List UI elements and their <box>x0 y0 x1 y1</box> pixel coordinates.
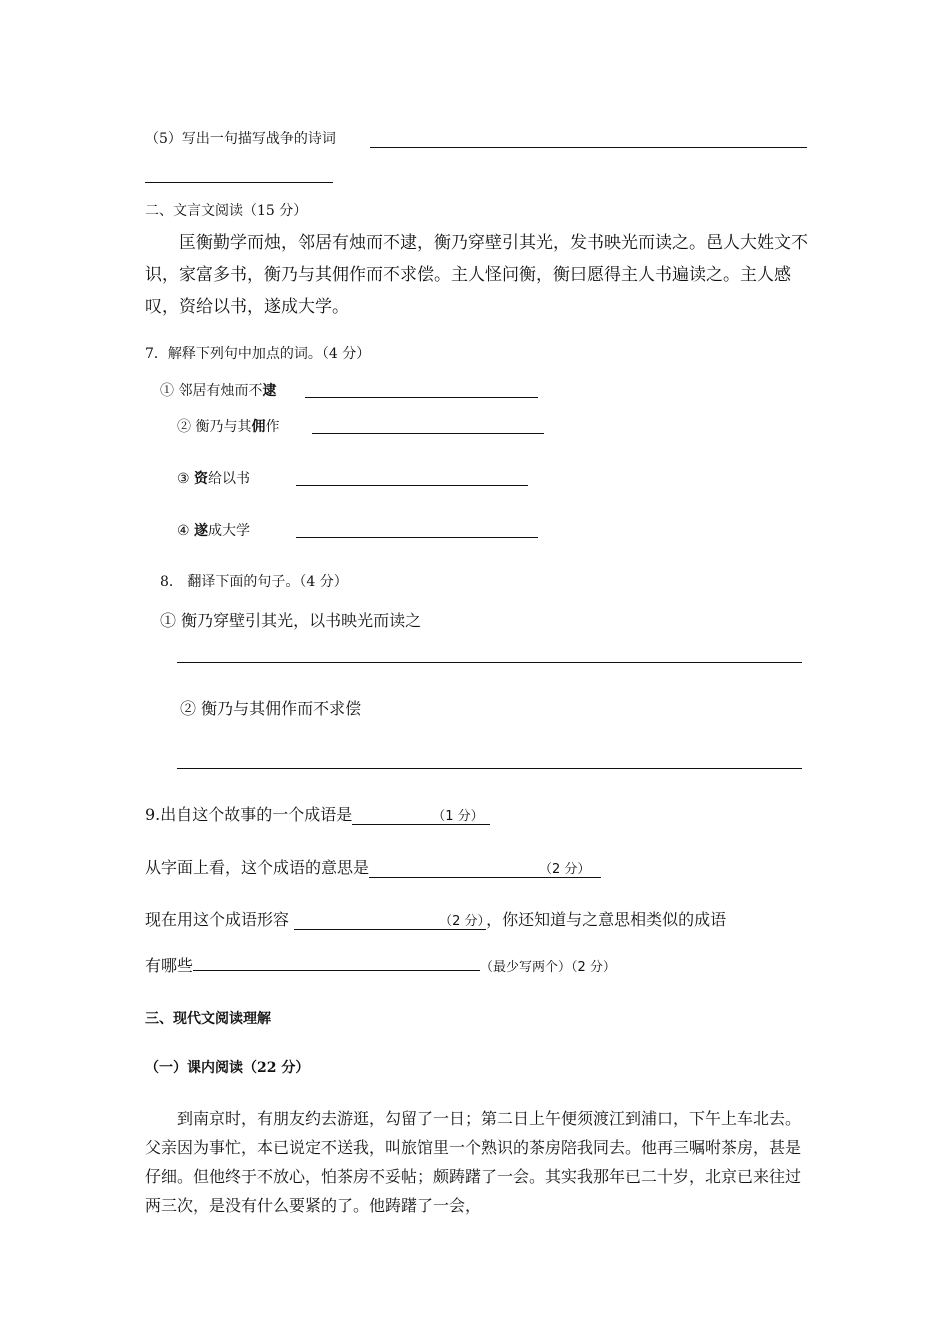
q9-line-4: 有哪些 （最少写两个）（2 分） <box>145 956 616 975</box>
dotted-word: 逮 <box>262 383 277 399</box>
classical-passage: 匡衡勤学而烛，邻居有烛而不逮，衡乃穿壁引其光，发书映光而读之。邑人大姓文不识，家富多书，衡乃与其佣作而不求偿。主人怪问衡，衡曰愿得主人书遍读之。主人感叹，资给以书，遂成大学。 <box>145 233 808 317</box>
q7-item-4: ④ 遂成大学 <box>177 523 251 539</box>
q7-item-1: ① 邻居有烛而不逮 <box>160 383 277 399</box>
q5-answer-line-1[interactable] <box>370 147 807 148</box>
dotted-word: 遂 <box>194 523 209 539</box>
q7-answer-line-4[interactable] <box>296 537 538 538</box>
section3-title: 三、现代文阅读理解 <box>145 1011 271 1027</box>
q7-item-3: ③ 资给以书 <box>177 471 251 487</box>
q9-line-3: 现在用这个成语形容 （2 分），你还知道与之意思相类似的成语 <box>145 910 727 929</box>
dotted-word: 佣 <box>251 419 266 435</box>
dotted-word: 资 <box>194 471 209 487</box>
section3-subtitle: （一）课内阅读（22 分） <box>145 1060 310 1076</box>
q9-line-1: 9.出自这个故事的一个成语是 （1 分） <box>145 802 490 825</box>
q7-answer-line-2[interactable] <box>312 433 544 434</box>
q8-title: 8． 翻译下面的句子。（4 分） <box>160 574 348 590</box>
q7-answer-line-1[interactable] <box>305 397 538 398</box>
q8-answer-line-2[interactable] <box>177 768 802 769</box>
modern-passage: 到南京时，有朋友约去游逛，勾留了一日；第二日上午便须渡江到浦口，下午上车北去。父亲因为事忙，本已说定不送我，叫旅馆里一个熟识的茶房陪我同去。他再三嘱咐茶房，甚是仔细。但他终于不放心，怕茶房不妥帖；颇踌躇了一会。其实我那年已二十岁，北京已来往过两三次，是没有什么要紧的了。他踌躇了一会， <box>145 1109 802 1215</box>
q8-sentence-1: ① 衡乃穿壁引其光，以书映光而读之 <box>160 611 422 630</box>
q7-item-2: ② 衡乃与其佣作 <box>177 419 280 435</box>
q5-prompt: （5）写出一句描写战争的诗词 <box>145 131 336 147</box>
q8-answer-line-1[interactable] <box>177 662 802 663</box>
section2-title: 二、文言文阅读（15 分） <box>145 203 308 219</box>
q7-title: 7．解释下列句中加点的词。（4 分） <box>145 346 371 362</box>
q9-line-2: 从字面上看，这个成语的意思是 （2 分） <box>145 855 601 878</box>
q5-answer-line-2[interactable] <box>145 182 333 183</box>
q7-answer-line-3[interactable] <box>296 485 528 486</box>
q8-sentence-2: ② 衡乃与其佣作而不求偿 <box>180 699 362 718</box>
